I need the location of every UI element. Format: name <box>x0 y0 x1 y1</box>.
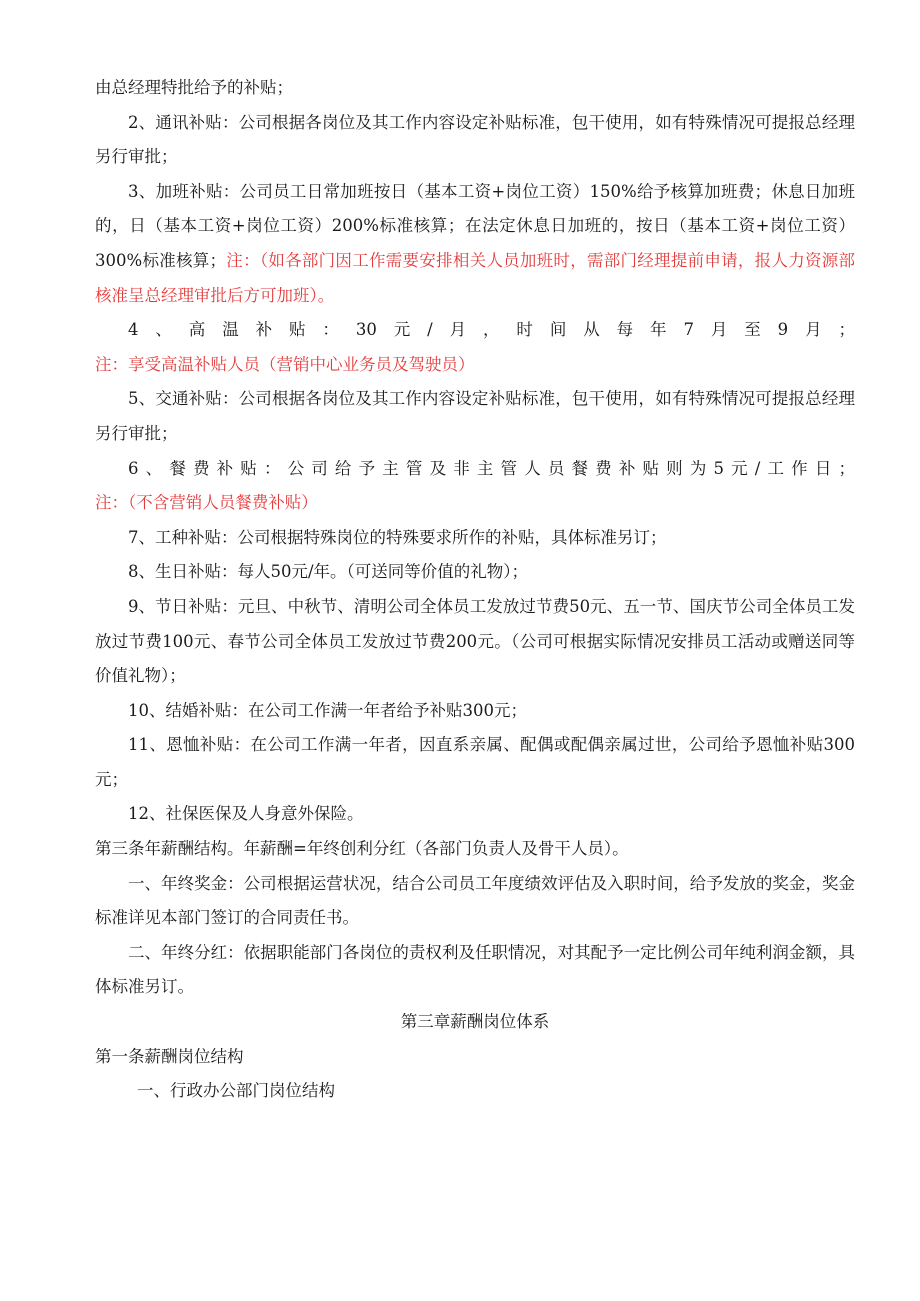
paragraph-text: 9、节日补贴：元旦、中秋节、清明公司全体员工发放过节费50元、五一节、国庆节公司全体员工发放过节费100元、春节公司全体员工发放过节费200元。（公司可根据实际情况安排员工活动或赠送同等价值礼物）； <box>95 596 855 686</box>
paragraph-text: 10、结婚补贴：在公司工作满一年者给予补贴300元； <box>128 700 527 720</box>
chapter-heading <box>95 1005 855 1040</box>
paragraph-text: 11、恩恤补贴：在公司工作满一年者，因直系亲属、配偶或配偶亲属过世，公司给予恩恤补贴300元； <box>95 735 855 789</box>
allowance-transport <box>95 382 855 451</box>
allowance-job-type <box>95 521 855 556</box>
allowance-holiday <box>95 590 855 694</box>
paragraph-text: 一、年终奖金：公司根据运营状况，结合公司员工年度绩效评估及入职时间，给予发放的奖金，奖金标准详见本部门签订的合同责任书。 <box>95 873 855 928</box>
allowance-bereavement <box>95 728 855 797</box>
paragraph-text: 2、通讯补贴：公司根据各岗位及其工作内容设定补贴标准，包干使用，如有特殊情况可提报总经理另行审批； <box>95 112 855 167</box>
allowance-meal <box>95 452 855 521</box>
document-page <box>95 71 855 1109</box>
paragraph-text: 4、高温补贴：30元/月，时间从每年7月至9月； <box>128 320 855 340</box>
paragraph-text: 第三条年薪酬结构。年薪酬=年终创利分红（各部门负责人及骨干人员）。 <box>95 839 629 859</box>
paragraph-text: 二、年终分红：依据职能部门各岗位的责权利及任职情况，对其配予一定比例公司年纯利润金额，具体标准另订。 <box>95 942 855 997</box>
allowance-high-temperature <box>95 313 855 382</box>
article-annual-salary <box>95 832 855 867</box>
section-heading <box>95 1074 855 1109</box>
allowance-communication <box>95 106 855 175</box>
high-temperature-note: 注：享受高温补贴人员（营销中心业务员及驾驶员） <box>95 354 475 374</box>
paragraph-text: 6、餐费补贴：公司给予主管及非主管人员餐费补贴则为5元/工作日； <box>128 458 855 478</box>
annual-bonus <box>95 867 855 936</box>
paragraph-text: 7、工种补贴：公司根据特殊岗位的特殊要求所作的补贴，具体标准另订； <box>128 527 667 547</box>
annual-dividend <box>95 936 855 1005</box>
heading-text: 第三章薪酬岗位体系 <box>400 1012 550 1032</box>
allowance-overtime <box>95 175 855 313</box>
heading-text: 一、行政办公部门岗位结构 <box>137 1081 335 1101</box>
meal-note: 注：（不含营销人员餐费补贴） <box>95 493 318 513</box>
heading-text: 第一条薪酬岗位结构 <box>95 1046 244 1066</box>
allowance-insurance <box>95 797 855 832</box>
paragraph-text: 5、交通补贴：公司根据各岗位及其工作内容设定补贴标准，包干使用，如有特殊情况可提报总经理另行审批； <box>95 389 855 443</box>
paragraph-text: 12、社保医保及人身意外保险。 <box>128 804 364 824</box>
article-heading <box>95 1040 855 1075</box>
paragraph-continuation <box>95 71 855 106</box>
overtime-note: 注：（如各部门因工作需要安排相关人员加班时，需部门经理提前申请，报人力资源部核准呈总经理审批后方可加班）。 <box>95 250 856 305</box>
paragraph-text: 3、加班补贴：公司员工日常加班按日（基本工资+岗位工资）150%给予核算加班费；休息日加班的，日（基本工资+岗位工资）200%标准核算；在法定休息日加班的，按日（基本工资+岗位工资）300%标准核算； <box>95 181 855 270</box>
paragraph-text: 由总经理特批给予的补贴； <box>95 78 293 97</box>
allowance-marriage <box>95 694 855 729</box>
paragraph-text: 8、生日补贴：每人50元/年。（可送同等价值的礼物）； <box>128 562 529 582</box>
allowance-birthday <box>95 555 855 590</box>
